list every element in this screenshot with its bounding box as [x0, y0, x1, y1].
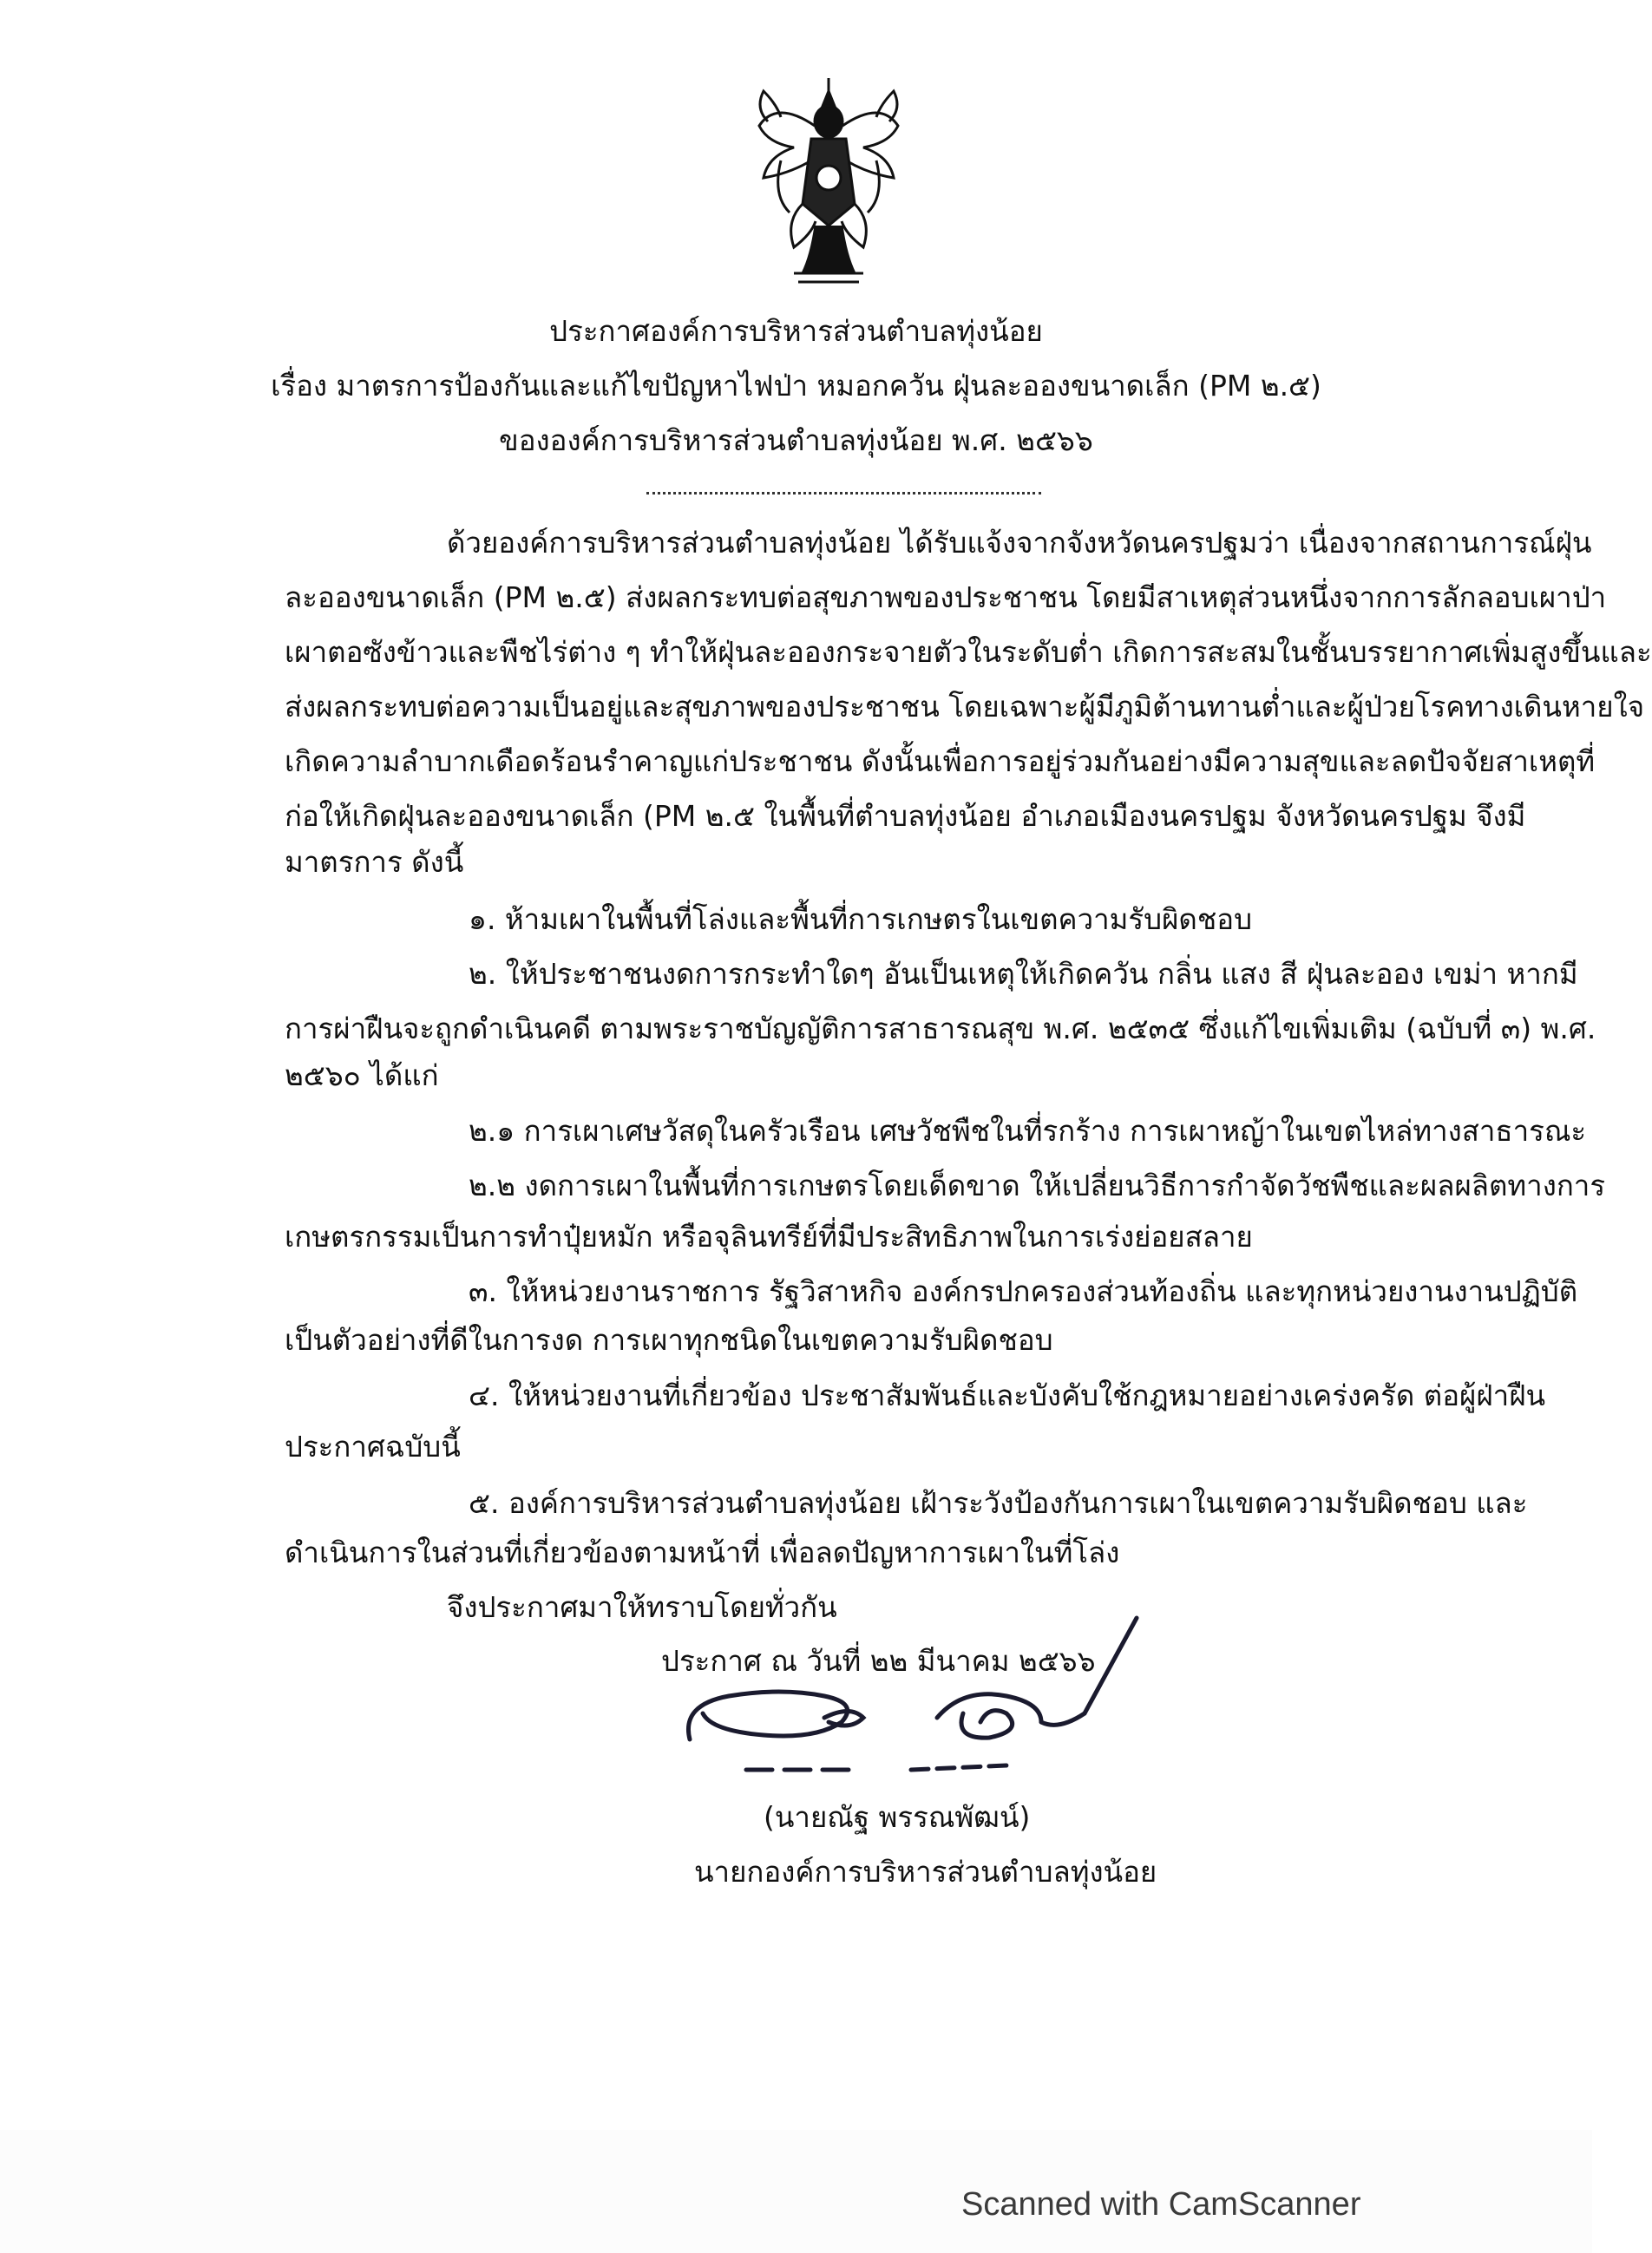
signatory-title: นายกองค์การบริหารส่วนตำบลทุ่งน้อย — [694, 1855, 1157, 1889]
intro-line-2: ละอองขนาดเล็ก (PM ๒.๕) ส่งผลกระทบต่อสุขภาพของประชาชน โดยมีสาเหตุส่วนหนึ่งจากการลักลอบเผาป่า — [285, 580, 1607, 614]
intro-line-4: ส่งผลกระทบต่อความเป็นอยู่และสุขภาพของประชาชน โดยเฉพาะผู้มีภูมิต้านทานต่ำและผู้ป่วยโรคทางเดินหายใจ — [285, 690, 1645, 724]
intro-line-7: มาตรการ ดังนี้ — [285, 845, 464, 879]
announcement-title: ประกาศองค์การบริหารส่วนตำบลทุ่งน้อย — [549, 314, 1043, 348]
measure-item-5-line-1: ๕. องค์การบริหารส่วนตำบลทุ่งน้อย เฝ้าระวังป้องกันการเผาในเขตความรับผิดชอบ และ — [469, 1486, 1528, 1520]
intro-line-5: เกิดความลำบากเดือดร้อนรำคาญแก่ประชาชน ดังนั้นเพื่อการอยู่ร่วมกันอย่างมีความสุขและลดปัจจัยสาเหตุที่ — [285, 744, 1596, 778]
closing-statement: จึงประกาศมาให้ทราบโดยทั่วกัน — [447, 1590, 837, 1624]
announcement-date: ประกาศ ณ วันที่ ๒๒ มีนาคม ๒๕๖๖ — [661, 1644, 1096, 1678]
dotted-divider — [646, 492, 1041, 494]
measure-item-5-line-2: ดำเนินการในส่วนที่เกี่ยวข้องตามหน้าที่ เพื่อลดปัญหาการเผาในที่โล่ง — [285, 1536, 1120, 1569]
announcement-subject: เรื่อง มาตรการป้องกันและแก้ไขปัญหาไฟป่า หมอกควัน ฝุ่นละอองขนาดเล็ก (PM ๒.๕) — [271, 369, 1321, 403]
announcement-subtitle: ขององค์การบริหารส่วนตำบลทุ่งน้อย พ.ศ. ๒๕๖๖ — [499, 423, 1093, 457]
measure-item-2-2-line-1: ๒.๒ งดการเผาในพื้นที่การเกษตรโดยเด็ดขาด ให้เปลี่ยนวิธีการกำจัดวัชพืชและผลผลิตทางการ — [469, 1169, 1606, 1202]
measure-item-2-1: ๒.๑ การเผาเศษวัสดุในครัวเรือน เศษวัชพืชในที่รกร้าง การเผาหญ้าในเขตไหล่ทางสาธารณะ — [469, 1114, 1587, 1148]
intro-line-1: ด้วยองค์การบริหารส่วนตำบลทุ่งน้อย ได้รับแจ้งจากจังหวัดนครปฐมว่า เนื่องจากสถานการณ์ฝุ่น — [447, 526, 1592, 560]
camscanner-watermark: Scanned with CamScanner — [961, 2186, 1361, 2223]
intro-line-6: ก่อให้เกิดฝุ่นละอองขนาดเล็ก (PM ๒.๕ ในพื้นที่ตำบลทุ่งน้อย อำเภอเมืองนครปฐม จังหวัดนครปฐม จึงมี — [285, 799, 1526, 833]
measure-item-4-line-2: ประกาศฉบับนี้ — [285, 1430, 461, 1464]
measure-item-2-line-1: ๒. ให้ประชาชนงดการกระทำใดๆ อันเป็นเหตุให้เกิดควัน กลิ่น แสง สี ฝุ่นละออง เขม่า หากมี — [469, 957, 1578, 991]
measure-item-1: ๑. ห้ามเผาในพื้นที่โล่งและพื้นที่การเกษตรในเขตความรับผิดชอบ — [469, 902, 1253, 936]
measure-item-2-line-2: การผ่าฝืนจะถูกดำเนินคดี ตามพระราชบัญญัติการสาธารณสุข พ.ศ. ๒๕๓๕ ซึ่งแก้ไขเพิ่มเติม (ฉบับที่ ๓) พ.ศ. — [285, 1012, 1596, 1045]
intro-line-3: เผาตอซังข้าวและพืชไร่ต่าง ๆ ทำให้ฝุ่นละอองกระจายตัวในระดับต่ำ เกิดการสะสมในชั้นบรรยากาศเพิ่มสูงขึ้นและ — [285, 635, 1652, 669]
signatory-name: (นายณัฐ พรรณพัฒน์) — [764, 1800, 1031, 1834]
measure-item-2-line-3: ๒๕๖๐ ได้แก่ — [285, 1058, 439, 1092]
measure-item-4-line-1: ๔. ให้หน่วยงานที่เกี่ยวข้อง ประชาสัมพันธ์และบังคับใช้กฎหมายอย่างเคร่งครัด ต่อผู้ฝ่าฝืน — [469, 1379, 1546, 1412]
handwritten-signature — [677, 1592, 1163, 1774]
measure-item-3-line-2: เป็นตัวอย่างที่ดีในการงด การเผาทุกชนิดในเขตความรับผิดชอบ — [285, 1323, 1053, 1357]
measure-item-2-2-line-2: เกษตรกรรมเป็นการทำปุ๋ยหมัก หรือจุลินทรีย์ที่มีประสิทธิภาพในการเร่งย่อยสลาย — [285, 1220, 1253, 1254]
measure-item-3-line-1: ๓. ให้หน่วยงานราชการ รัฐวิสาหกิจ องค์กรปกครองส่วนท้องถิ่น และทุกหน่วยงานงานปฏิบัติ — [469, 1274, 1578, 1308]
garuda-emblem-icon — [742, 74, 915, 291]
